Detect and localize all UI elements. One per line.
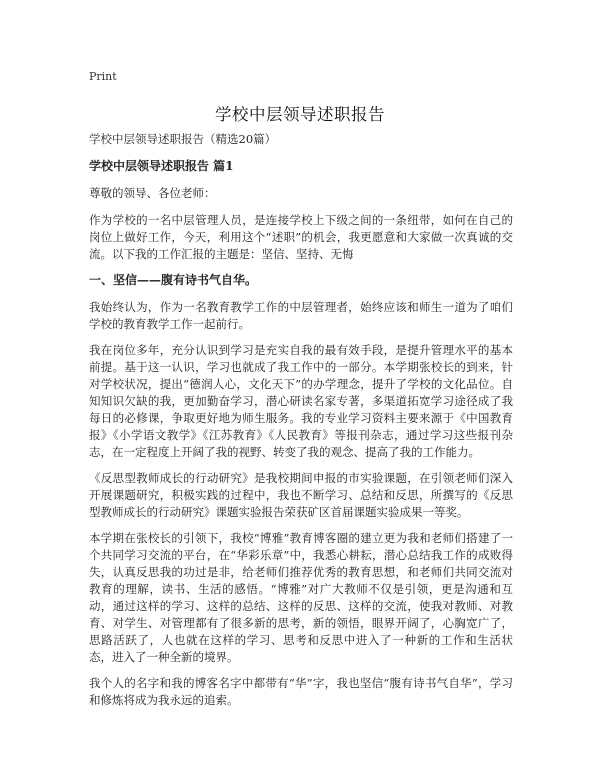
paragraph: 本学期在张校长的引领下，我校“博雅”教育博客圈的建立更为我和老师们搭建了一个共同学习交流的平台，在“华彩乐章”中，我悉心耕耘，潜心总结我工作的成败得失，认真反思我的功过是非，给老师们推荐优秀的教育思想，和老师们共同交流对教育的理解，读书、生活的感悟。“博雅”对广大教师不仅是引领，更是沟通和互动，通过这样的学习、这样的总结、这样的反思、这样的交流，使我对教师、对教育、对学生、对管理都有了很多新的思考，新的领悟，眼界开阔了，心胸宽广了，思路活跃了，人也就在这样的学习、思考和反思中进入了一种新的工作和生活状态，进入了一种全新的境界。 — [89, 531, 513, 664]
paragraph: 我个人的名字和我的博客名字中都带有“华”字，我也坚信“腹有诗书气自华”，学习和修炼将成为我永远的追索。 — [89, 676, 513, 707]
document-title: 学校中层领导述职报告 — [215, 105, 385, 124]
document-subtitle: 学校中层领导述职报告（精选20篇） — [89, 132, 277, 146]
greeting: 尊敬的领导、各位老师： — [89, 186, 216, 200]
sub-heading: 一、坚信——腹有诗书气自华。 — [89, 273, 258, 287]
paragraph: 《反思型教师成长的行动研究》是我校期间申报的市实验课题，在引领老师们深入开展课题研究，积极实践的过程中，我也不断学习、总结和反思，所撰写的《反思型教师成长的行动研究》课题实验报告荣获矿区首届课题实验成果一等奖。 — [89, 471, 513, 519]
paragraph-intro: 作为学校的一名中层管理人员，是连接学校上下级之间的一条纽带，如何在自己的岗位上做好工作，今天，利用这个“述职”的机会，我更愿意和大家做一次真诚的交流。以下我的工作汇报的主题是：坚信、坚持、无悔 — [89, 213, 513, 261]
document-body — [89, 131, 513, 718]
paragraph: 我在岗位多年，充分认识到学习是充实自我的最有效手段，是提升管理水平的基本前提。基于这一认识，学习也就成了我工作中的一部分。本学期张校长的到来，针对学校状况，提出“德润人心，文化天下”的办学理念，提升了学校的文化品位。自知知识欠缺的我，更加勤奋学习，潜心研读名家专著，多渠道拓宽学习途径成了我每日的必修课，争取更好地为师生服务。我的专业学习资料主要来源于《中国教育报》《小学语文教学》《江苏教育》《人民教育》等报刊杂志，通过学习这些报刊杂志，在一定程度上开阔了我的视野、转变了我的观念、提高了我的工作能力。 — [89, 343, 513, 459]
section-heading: 学校中层领导述职报告 篇1 — [89, 159, 234, 173]
paragraph: 我始终认为，作为一名教育教学工作的中层管理者，始终应该和师生一道为了咱们学校的教育教学工作一起前行。 — [89, 300, 513, 331]
print-label: Print — [89, 70, 117, 83]
